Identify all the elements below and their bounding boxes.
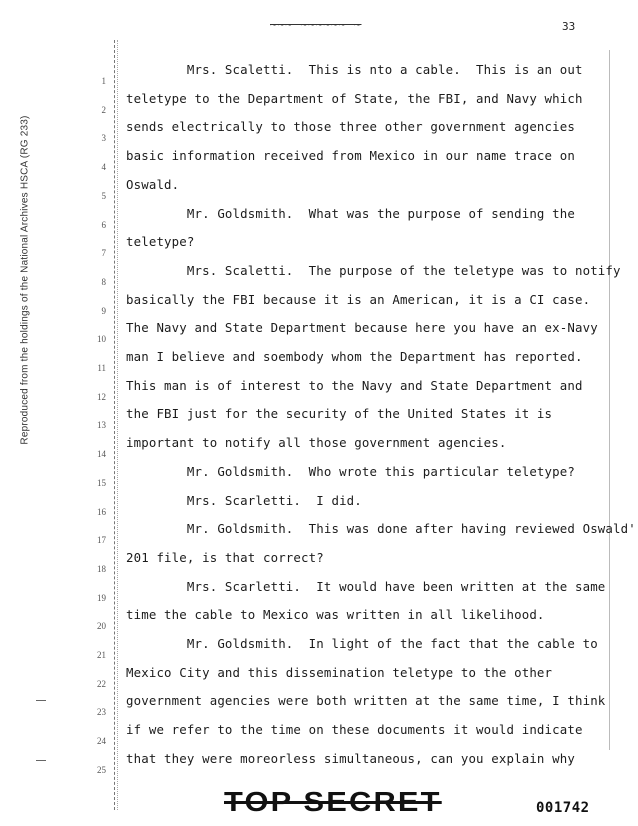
- line-number: 19: [97, 592, 106, 603]
- transcript-line: Mrs. Scarletti. It would have been written at the same: [126, 578, 606, 594]
- transcript-line: Mrs. Scarletti. I did.: [126, 492, 362, 508]
- line-number: 16: [97, 506, 106, 517]
- transcript-line: the FBI just for the security of the United States it is: [126, 406, 553, 422]
- line-number: 3: [101, 133, 106, 144]
- line-number: 23: [97, 707, 106, 718]
- line-number: 6: [101, 219, 106, 230]
- transcript-line: Mr. Goldsmith. What was the purpose of sending the: [126, 205, 575, 221]
- line-number: 1: [101, 76, 106, 86]
- line-number: 15: [97, 477, 106, 488]
- line-number: 22: [97, 678, 106, 689]
- line-number: 24: [97, 736, 106, 747]
- transcript-line: 201 file, is that correct?: [126, 549, 324, 565]
- transcript-line: The Navy and State Department because here you have an ex-Navy: [126, 320, 598, 336]
- transcript-line: Mr. Goldsmith. This was done after having reviewed Oswald': [126, 521, 636, 537]
- line-number: 17: [97, 535, 106, 546]
- margin-tick: [36, 700, 46, 701]
- transcript-line: basically the FBI because it is an American, it is a CI case.: [126, 291, 591, 307]
- line-number: 20: [97, 621, 106, 632]
- line-number: 4: [101, 162, 106, 173]
- transcript-line: sends electrically to those three other government agencies: [126, 119, 575, 135]
- transcript-line: teletype to the Department of State, the FBI, and Navy which: [126, 90, 583, 106]
- line-number: 13: [97, 420, 106, 431]
- transcript-line: Oswald.: [126, 176, 180, 192]
- transcript-line: basic information received from Mexico in our name trace on: [126, 148, 575, 164]
- line-number: 7: [101, 248, 106, 259]
- transcript-line: government agencies were both written at the same time, I think: [126, 693, 606, 709]
- transcript-line: This man is of interest to the Navy and State Department and: [126, 377, 583, 393]
- line-number: 9: [101, 305, 106, 316]
- line-number: 11: [97, 363, 106, 373]
- page-number: 33: [562, 20, 576, 33]
- transcript-line: Mexico City and this dissemination teletype to the other: [126, 664, 553, 680]
- line-number: 25: [97, 764, 106, 775]
- line-number: 5: [101, 190, 106, 201]
- document-id: 001742: [536, 800, 590, 816]
- margin-tick: [36, 760, 46, 761]
- line-number: 12: [97, 391, 106, 402]
- right-margin-rule: [609, 50, 610, 750]
- transcript-line: that they were moreorless simultaneous, can you explain why: [126, 750, 575, 766]
- transcript-line: Mrs. Scaletti. The purpose of the teletype was to notify: [126, 262, 621, 278]
- line-number: 21: [97, 650, 106, 660]
- transcript-line: important to notify all those government agencies.: [126, 435, 507, 451]
- transcript-line: man I believe and soembody whom the Department has reported.: [126, 349, 583, 364]
- left-margin-rule-inner: [117, 40, 118, 810]
- transcript-line: time the cable to Mexico was written in all likelihood.: [126, 607, 545, 623]
- transcript-line: teletype?: [126, 234, 195, 250]
- line-number: 2: [101, 104, 106, 115]
- left-margin-rule: [114, 40, 115, 810]
- line-number: 14: [97, 449, 106, 460]
- line-number: 8: [101, 276, 106, 287]
- transcript-line: if we refer to the time on these documents it would indicate: [126, 722, 583, 738]
- line-number: 18: [97, 563, 106, 574]
- classification-stamp: TOP SECRET: [224, 786, 442, 817]
- archive-caption-text: Reproduced from the holdings of the National Archives HSCA (RG 233): [19, 115, 31, 445]
- transcript-line: Mr. Goldsmith. Who wrote this particular teletype?: [126, 463, 575, 479]
- line-number: 10: [97, 334, 106, 345]
- archive-side-caption: [18, 70, 32, 490]
- header-crossed-marking: ~~~ ~~~~~~ ~: [270, 18, 362, 31]
- transcript-line: Mrs. Scaletti. This is nto a cable. This is an out: [126, 62, 583, 77]
- transcript-line: Mr. Goldsmith. In light of the fact that the cable to: [126, 636, 598, 651]
